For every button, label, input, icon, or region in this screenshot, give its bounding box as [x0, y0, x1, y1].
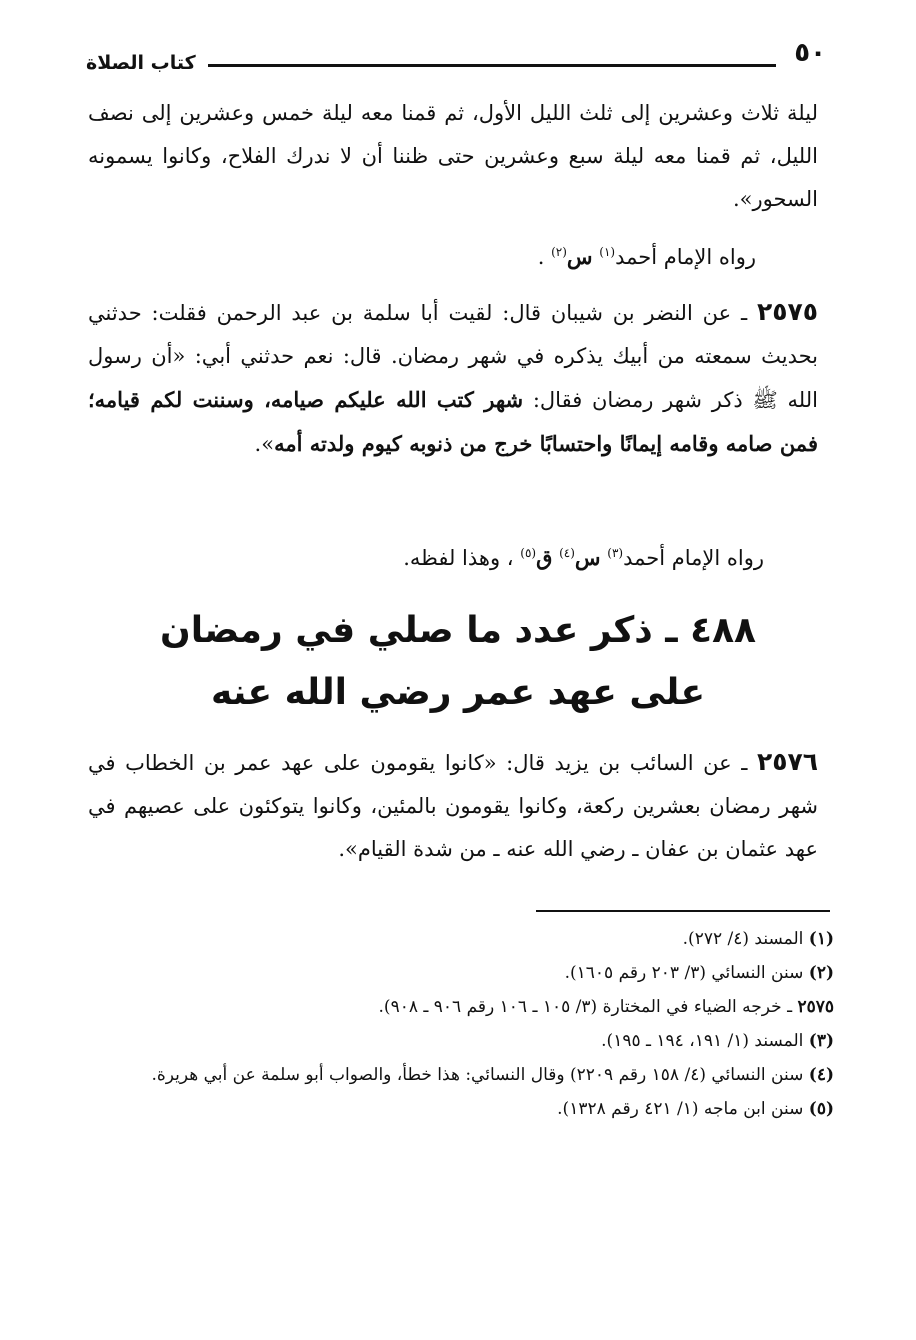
hadith-text-end: ».: [254, 432, 275, 456]
footnote: [100, 1094, 834, 1124]
narration-note-1: [538, 234, 756, 275]
narration-end: ، وهذا لفظه.: [403, 546, 514, 570]
footnote-id: (٥): [808, 1099, 834, 1119]
hadith-number: ٢٥٧٥: [756, 297, 818, 326]
footnote-id: (٣): [808, 1031, 834, 1051]
hadith-2575: [88, 290, 818, 466]
hadith-2576: [88, 740, 818, 871]
footnote-text: المسند (٤/ ٢٧٢).: [682, 929, 809, 949]
book-title: كتاب الصلاة: [86, 52, 196, 74]
hadith-number: ٢٥٧٦: [756, 747, 818, 776]
footnote: [100, 1060, 834, 1090]
footnotes: [100, 924, 834, 1128]
footnote-text: سنن النسائي (٣/ ٢٠٣ رقم ١٦٠٥).: [564, 963, 809, 983]
source-sign: س: [574, 545, 601, 570]
source-sign: س: [566, 244, 593, 269]
page-number: ٥٠: [794, 38, 826, 68]
header-rule: [208, 64, 776, 67]
paragraph-continuation: ليلة ثلاث وعشرين إلى ثلث الليل الأول، ثم قمنا معه ليلة خمس وعشرين إلى نصف الليل، ثم قمنا معه ليلة سبع وعشرين حتى ظننا أن لا ندرك الفلاح، وكانوا يسمونه السحور».: [88, 101, 818, 211]
narration-note-2: [403, 535, 764, 576]
hadith-text: ـ عن النضر بن شيبان قال: لقيت أبا سلمة بن عبد الرحمن فقلت: حدثني بحديث سمعته من أبيك يذكره في شهر رمضان. قال: نعم حدثني أبي: «أن رسول الله ﷺ ذكر شهر رمضان فقال:: [88, 301, 818, 412]
footnote: [100, 924, 834, 954]
footnote-ref: (١): [599, 245, 616, 259]
footnote: [100, 992, 834, 1022]
footnote-id: (٢): [808, 963, 834, 983]
chapter-heading-line-2: على عهد عمر رضي الله عنه: [210, 672, 706, 713]
narration-text: رواه الإمام أحمد: [615, 245, 756, 269]
footnote: [100, 1026, 834, 1056]
footnote-ref: (٢): [551, 245, 567, 259]
narration-text: رواه الإمام أحمد: [623, 546, 764, 570]
footnote-text: المسند (١/ ١٩١، ١٩٤ ـ ١٩٥).: [601, 1031, 809, 1051]
chapter-heading-line-1: ٤٨٨ ـ ذكر عدد ما صلي في رمضان: [159, 610, 757, 651]
narration-end: .: [537, 245, 552, 269]
hadith-text: ـ عن السائب بن يزيد قال: «كانوا يقومون على عهد عمر بن الخطاب في شهر رمضان بعشرين ركعة، وكانوا يقومون بالمئين، وكانوا يتوكئون على عصيهم في عهد عثمان بن عفان ـ رضي الله عنه ـ من شدة القيام».: [88, 751, 818, 861]
footnote-text: سنن ابن ماجه (١/ ٤٢١ رقم ١٣٢٨).: [557, 1099, 809, 1119]
page-header: [86, 38, 826, 78]
footnote: [100, 958, 834, 988]
footnote-text: ـ خرجه الضياء في المختارة (٣/ ١٠٥ ـ ١٠٦ رقم ٩٠٦ ـ ٩٠٨).: [378, 997, 798, 1017]
footnote-text: سنن النسائي (٤/ ١٥٨ رقم ٢٢٠٩) وقال النسائي: هذا خطأ، والصواب أبو سلمة عن أبي هريرة.: [151, 1065, 809, 1085]
chapter-heading: [88, 600, 828, 724]
footnote-id: ٢٥٧٥: [797, 997, 834, 1017]
footnote-id: (٤): [808, 1065, 834, 1085]
footnote-separator: [536, 910, 830, 912]
footnote-ref: (٣): [607, 546, 624, 560]
footnote-ref: (٤): [559, 546, 575, 560]
footnote-ref: (٥): [520, 546, 537, 560]
footnote-id: (١): [808, 929, 834, 949]
source-sign: ق: [536, 545, 553, 570]
hadith-quote-bold: شهر كتب الله عليكم صيامه، وسننت لكم قيامه؛ فمن صامه وقامه إيمانًا واحتسابًا خرج من ذنوبه كيوم ولدته أمه: [88, 387, 818, 456]
